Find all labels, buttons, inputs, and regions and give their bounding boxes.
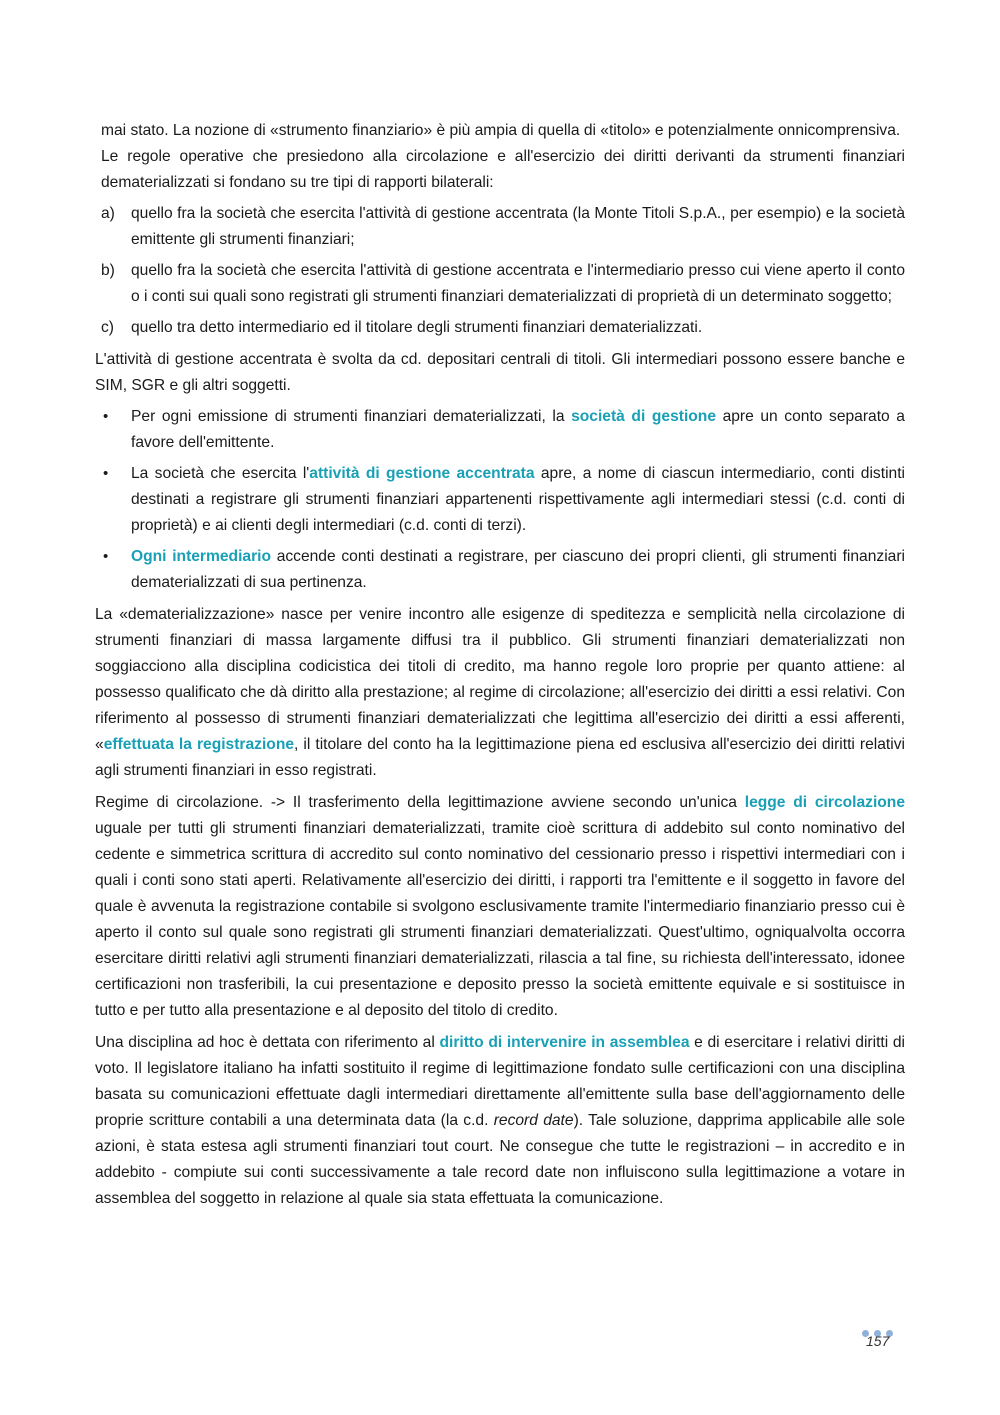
bullet-text-pre: La società che esercita l' [131, 465, 310, 482]
italic-term: record date [493, 1112, 574, 1129]
bilateral-relations-list [95, 201, 905, 341]
bullet-text-post: apre, a nome di ciascun intermediario, conti distinti destinati a registrare gli strumenti finanziari appartenenti rispettivamente agli intermediari stessi (c.d. conti di proprietà) e ai clienti degli intermediari (c.d. conti di terzi). [131, 465, 905, 534]
bullet-text-post: accende conti destinati a registrare, per ciascuno dei propri clienti, gli strumenti finanziari dematerializzati di sua pertinenza. [131, 548, 905, 591]
list-item [95, 544, 905, 596]
paragraph-dematerialization [95, 602, 905, 784]
bullet-list [95, 404, 905, 596]
list-item-text: quello fra la società che esercita l'attività di gestione accentrata (la Monte Titoli S.p.A., per esempio) e la società emittente gli strumenti finanziari; [131, 205, 905, 248]
list-marker: a) [101, 205, 115, 222]
list-item [95, 461, 905, 539]
list-item [95, 404, 905, 456]
list-item [95, 201, 905, 253]
list-item [95, 258, 905, 310]
text-run: Una disciplina ad hoc è dettata con riferimento al [95, 1034, 440, 1051]
paragraph-rules: Le regole operative che presiedono alla circolazione e all'esercizio dei diritti derivanti da strumenti finanziari dematerializzati si fondano su tre tipi di rapporti bilaterali: [101, 148, 905, 191]
highlight-term: società di gestione [571, 408, 716, 425]
text-run: uguale per tutti gli strumenti finanziari dematerializzati, tramite cioè scrittura di addebito sul conto nominativo del cedente e simmetrica scrittura di accredito sul conto nominativo del cessionario presso i rispettivi intermediari con i quali i conti sono stati aperti. Relativamente all'esercizio dei diritti, i rapporti tra l'emittente e il soggetto in favore del quale è avvenuta la registrazione contabile si svolgono esclusivamente tramite l'intermediario finanziario presso cui è aperto il conto sul quale sono registrati gli strumenti finanziari dematerializzati. Quest'ultimo, ogniqualvolta occorra esercitare diritti relativi agli strumenti finanziari dematerializzati, rilascia a tal fine, su richiesta dell'interessato, idonee certificazioni non trasferibili, la cui presentazione e deposito presso la società emittente equivale e si sostituisce in tutto e per tutto alla presentazione e al deposito del titolo di credito. [95, 820, 905, 1019]
text-run: , il titolare del conto ha la legittimazione piena ed esclusiva all'esercizio dei diritti relativi agli strumenti finanziari in esso registrati. [95, 736, 905, 779]
text-run: Regime di circolazione. -> Il trasferimento della legittimazione avviene secondo un'unica [95, 794, 745, 811]
paragraph-circulation-regime [95, 790, 905, 1024]
highlight-term: legge di circolazione [744, 794, 905, 811]
bullet-text-post: apre un conto separato a favore dell'emittente. [131, 408, 905, 451]
list-item-text: quello fra la società che esercita l'attività di gestione accentrata e l'intermediario presso cui viene aperto il conto o i conti sui quali sono registrati gli strumenti finanziari dematerializzati di proprietà di un determinato soggetto; [131, 262, 905, 305]
highlight-term: diritto di intervenire in assemblea [439, 1034, 690, 1051]
list-marker: c) [101, 319, 114, 336]
bullet-marker: • [103, 408, 109, 425]
page-number: 157 [866, 1333, 890, 1349]
bullet-text-pre: Per ogni emissione di strumenti finanziari dematerializzati, la [131, 408, 572, 425]
highlight-term: Ogni intermediario [131, 548, 271, 565]
paragraph-assembly-rights [95, 1030, 905, 1212]
list-marker: b) [101, 262, 115, 279]
paragraph-intro-end: mai stato. La nozione di «strumento finanziario» è più ampia di quella di «titolo» e potenzialmente onnicomprensiva. [101, 122, 901, 139]
page-body [95, 118, 905, 1212]
list-item-text: quello tra detto intermediario ed il titolare degli strumenti finanziari dematerializzati. [131, 319, 703, 336]
list-item [95, 315, 905, 341]
text-run: ). Tale soluzione, dapprima applicabile alle sole azioni, è stata estesa agli strumenti finanziari tout court. Ne consegue che tutte le registrazioni – in accredito e in addebito - compiute sui conti successivamente a tale record date non influiscono sulla legittimazione a votare in assemblea del soggetto in relazione al quale sia stata effettuata la comunicazione. [95, 1112, 905, 1207]
bullet-marker: • [103, 465, 109, 482]
paragraph-central-depositories: L'attività di gestione accentrata è svolta da cd. depositari centrali di titoli. Gli intermediari possono essere banche e SIM, SGR e gli altri soggetti. [95, 351, 905, 394]
text-run: e di esercitare i relativi diritti di voto. Il legislatore italiano ha infatti sostituito il regime di legittimazione fondato sulle certificazioni con una disciplina basata su comunicazioni effettuate dagli intermediari direttamente all'emittente sulla base dell'aggiornamento delle proprie scritture contabili a una determinata data (la c.d. [95, 1034, 905, 1129]
highlight-term: attività di gestione accentrata [309, 465, 535, 482]
text-run: La «dematerializzazione» nasce per venire incontro alle esigenze di speditezza e semplicità nella circolazione di strumenti finanziari di massa largamente diffusi tra il pubblico. Gli strumenti finanziari dematerializzati non soggiacciono alla disciplina codicistica dei titoli di credito, ma hanno regole loro proprie per quanto attiene: al possesso qualificato che dà diritto alla prestazione; al regime di circolazione; all'esercizio dei diritti a essi relativi. Con riferimento al possesso di strumenti finanziari dematerializzati che legittima all'esercizio dei diritti a essi afferenti, « [95, 606, 905, 753]
highlight-term: effettuata la registrazione [103, 736, 295, 753]
bullet-marker: • [103, 548, 109, 565]
